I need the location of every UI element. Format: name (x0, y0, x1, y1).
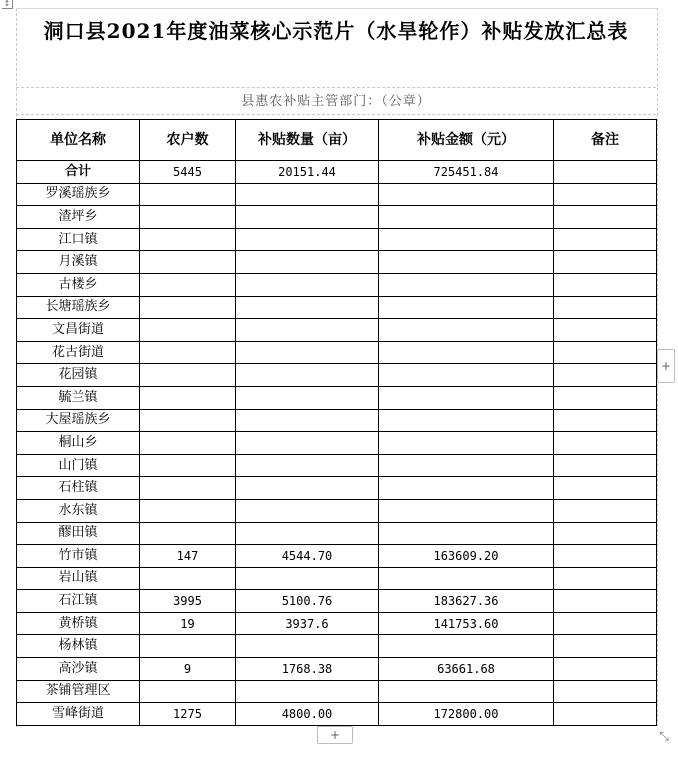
cell-subsidy-area[interactable]: 4544.70 (236, 545, 379, 568)
cell-subsidy-amount[interactable] (379, 432, 554, 455)
cell-subsidy-amount[interactable] (379, 635, 554, 658)
table-row (17, 386, 657, 409)
cell-subsidy-amount[interactable] (379, 680, 554, 703)
cell-households[interactable] (140, 477, 236, 500)
cell-unit-name[interactable]: 长塘瑶族乡 (17, 296, 140, 319)
cell-subsidy-amount[interactable] (379, 206, 554, 229)
cell-subsidy-amount[interactable]: 63661.68 (379, 658, 554, 681)
table-move-handle-icon[interactable]: ↕ (2, 0, 13, 9)
cell-subsidy-area[interactable] (236, 454, 379, 477)
cell-note[interactable] (554, 635, 657, 658)
cell-subsidy-amount[interactable]: 183627.36 (379, 590, 554, 613)
cell-note[interactable] (554, 341, 657, 364)
divider (16, 114, 656, 115)
cell-subsidy-area[interactable]: 1768.38 (236, 658, 379, 681)
table-row (17, 567, 657, 590)
cell-households[interactable] (140, 206, 236, 229)
cell-subsidy-area[interactable] (236, 409, 379, 432)
cell-subsidy-area[interactable] (236, 499, 379, 522)
cell-note[interactable] (554, 409, 657, 432)
cell-note[interactable] (554, 364, 657, 387)
cell-unit-name[interactable]: 岩山镇 (17, 567, 140, 590)
cell-subsidy-area[interactable]: 5100.76 (236, 590, 379, 613)
table-row (17, 612, 657, 635)
cell-subsidy-amount[interactable] (379, 364, 554, 387)
cell-unit-name[interactable]: 水东镇 (17, 499, 140, 522)
cell-households[interactable]: 147 (140, 545, 236, 568)
cell-households[interactable]: 19 (140, 612, 236, 635)
cell-subsidy-area[interactable] (236, 319, 379, 342)
cell-note[interactable] (554, 567, 657, 590)
cell-unit-name[interactable]: 杨林镇 (17, 635, 140, 658)
cell-note[interactable] (554, 454, 657, 477)
cell-note[interactable] (554, 477, 657, 500)
cell-subsidy-amount[interactable] (379, 296, 554, 319)
cell-subsidy-area[interactable] (236, 432, 379, 455)
cell-note[interactable] (554, 590, 657, 613)
cell-subsidy-amount[interactable] (379, 319, 554, 342)
table-row (17, 590, 657, 613)
table-row (17, 206, 657, 229)
total-row (17, 161, 657, 184)
total-amount[interactable]: 725451.84 (379, 161, 554, 184)
total-households[interactable]: 5445 (140, 161, 236, 184)
cell-unit-name[interactable]: 桐山乡 (17, 432, 140, 455)
cell-households[interactable] (140, 183, 236, 206)
cell-subsidy-amount[interactable] (379, 251, 554, 274)
cell-note[interactable] (554, 432, 657, 455)
total-note[interactable] (554, 161, 657, 184)
cell-subsidy-area[interactable] (236, 477, 379, 500)
cell-households[interactable] (140, 228, 236, 251)
cell-note[interactable] (554, 499, 657, 522)
cell-subsidy-area[interactable] (236, 228, 379, 251)
cell-unit-name[interactable]: 文昌街道 (17, 319, 140, 342)
total-area[interactable]: 20151.44 (236, 161, 379, 184)
table-row (17, 364, 657, 387)
table-row (17, 635, 657, 658)
table-row (17, 499, 657, 522)
cell-households[interactable] (140, 409, 236, 432)
cell-households[interactable] (140, 432, 236, 455)
cell-note[interactable] (554, 206, 657, 229)
cell-subsidy-area[interactable] (236, 273, 379, 296)
header-subsidy-amount[interactable]: 补贴金额（元） (379, 120, 554, 161)
cell-subsidy-amount[interactable] (379, 499, 554, 522)
cell-households[interactable] (140, 273, 236, 296)
table-row (17, 341, 657, 364)
cell-subsidy-area[interactable] (236, 635, 379, 658)
cell-subsidy-area[interactable] (236, 567, 379, 590)
cell-note[interactable] (554, 319, 657, 342)
cell-households[interactable] (140, 251, 236, 274)
table-row (17, 251, 657, 274)
cell-households[interactable]: 3995 (140, 590, 236, 613)
cell-unit-name[interactable]: 高沙镇 (17, 658, 140, 681)
table-row (17, 183, 657, 206)
department-label: 县惠农补贴主管部门：（公章） (241, 94, 431, 109)
cell-note[interactable] (554, 522, 657, 545)
cell-unit-name[interactable]: 竹市镇 (17, 545, 140, 568)
cell-subsidy-area[interactable] (236, 296, 379, 319)
cell-unit-name[interactable]: 石江镇 (17, 590, 140, 613)
cell-subsidy-amount[interactable] (379, 477, 554, 500)
cell-households[interactable] (140, 341, 236, 364)
table-row (17, 454, 657, 477)
cell-subsidy-amount[interactable] (379, 341, 554, 364)
cell-subsidy-area[interactable] (236, 341, 379, 364)
cell-note[interactable] (554, 251, 657, 274)
cell-unit-name[interactable]: 大屋瑶族乡 (17, 409, 140, 432)
cell-note[interactable] (554, 680, 657, 703)
cell-note[interactable] (554, 228, 657, 251)
cell-subsidy-area[interactable] (236, 251, 379, 274)
cell-note[interactable] (554, 296, 657, 319)
cell-subsidy-area[interactable]: 3937.6 (236, 612, 379, 635)
cell-subsidy-amount[interactable] (379, 386, 554, 409)
cell-subsidy-area[interactable] (236, 364, 379, 387)
header-households[interactable]: 农户数 (140, 120, 236, 161)
cell-unit-name[interactable]: 月溪镇 (17, 251, 140, 274)
cell-households[interactable]: 9 (140, 658, 236, 681)
total-label[interactable]: 合计 (17, 161, 140, 184)
cell-subsidy-area[interactable] (236, 680, 379, 703)
cell-subsidy-area[interactable] (236, 386, 379, 409)
cell-note[interactable] (554, 703, 657, 726)
cell-households[interactable] (140, 567, 236, 590)
table-row (17, 319, 657, 342)
cell-note[interactable] (554, 183, 657, 206)
cell-subsidy-area[interactable] (236, 206, 379, 229)
cell-unit-name[interactable]: 醪田镇 (17, 522, 140, 545)
add-row-button[interactable]: + (317, 726, 353, 744)
cell-households[interactable] (140, 499, 236, 522)
cell-note[interactable] (554, 386, 657, 409)
document-title: 洞口县2021年度油菜核心示范片（水旱轮作）补贴发放汇总表 (43, 19, 629, 43)
cell-subsidy-amount[interactable]: 163609.20 (379, 545, 554, 568)
cell-unit-name[interactable]: 花园镇 (17, 364, 140, 387)
cell-unit-name[interactable]: 石柱镇 (17, 477, 140, 500)
cell-unit-name[interactable]: 古楼乡 (17, 273, 140, 296)
cell-unit-name[interactable]: 茶铺管理区 (17, 680, 140, 703)
cell-households[interactable] (140, 522, 236, 545)
table-row (17, 522, 657, 545)
cell-subsidy-amount[interactable]: 141753.60 (379, 612, 554, 635)
table-row (17, 273, 657, 296)
cell-households[interactable] (140, 386, 236, 409)
table-row (17, 477, 657, 500)
cell-unit-name[interactable]: 毓兰镇 (17, 386, 140, 409)
cell-subsidy-area[interactable]: 4800.00 (236, 703, 379, 726)
cell-unit-name[interactable]: 山门镇 (17, 454, 140, 477)
table-row (17, 545, 657, 568)
divider (16, 87, 656, 88)
cell-subsidy-amount[interactable] (379, 409, 554, 432)
table-row (17, 432, 657, 455)
header-unit-name[interactable]: 单位名称 (17, 120, 140, 161)
table-resize-icon[interactable]: ⤡ (659, 729, 669, 743)
cell-subsidy-amount[interactable] (379, 522, 554, 545)
header-subsidy-area[interactable]: 补贴数量（亩） (236, 120, 379, 161)
cell-unit-name[interactable]: 江口镇 (17, 228, 140, 251)
add-column-button[interactable]: + (657, 349, 675, 383)
cell-unit-name[interactable]: 雪峰街道 (17, 703, 140, 726)
cell-unit-name[interactable]: 花古街道 (17, 341, 140, 364)
table-row (17, 409, 657, 432)
cell-households[interactable]: 1275 (140, 703, 236, 726)
header-note[interactable]: 备注 (554, 120, 657, 161)
cell-households[interactable] (140, 364, 236, 387)
table-row (17, 658, 657, 681)
table-row (17, 703, 657, 726)
cell-subsidy-area[interactable] (236, 522, 379, 545)
cell-note[interactable] (554, 612, 657, 635)
cell-households[interactable] (140, 319, 236, 342)
cell-subsidy-area[interactable] (236, 183, 379, 206)
cell-unit-name[interactable]: 黄桥镇 (17, 612, 140, 635)
cell-note[interactable] (554, 273, 657, 296)
cell-subsidy-amount[interactable] (379, 183, 554, 206)
cell-households[interactable] (140, 680, 236, 703)
cell-subsidy-amount[interactable] (379, 454, 554, 477)
table-row (17, 296, 657, 319)
cell-note[interactable] (554, 658, 657, 681)
subsidy-table (16, 119, 657, 726)
table-row (17, 228, 657, 251)
table-header-row (17, 120, 657, 161)
cell-unit-name[interactable]: 罗溪瑶族乡 (17, 183, 140, 206)
cell-subsidy-amount[interactable] (379, 273, 554, 296)
cell-households[interactable] (140, 454, 236, 477)
table-row (17, 680, 657, 703)
cell-subsidy-amount[interactable] (379, 228, 554, 251)
cell-note[interactable] (554, 545, 657, 568)
cell-unit-name[interactable]: 渣坪乡 (17, 206, 140, 229)
cell-subsidy-amount[interactable]: 172800.00 (379, 703, 554, 726)
cell-households[interactable] (140, 635, 236, 658)
cell-subsidy-amount[interactable] (379, 567, 554, 590)
cell-households[interactable] (140, 296, 236, 319)
